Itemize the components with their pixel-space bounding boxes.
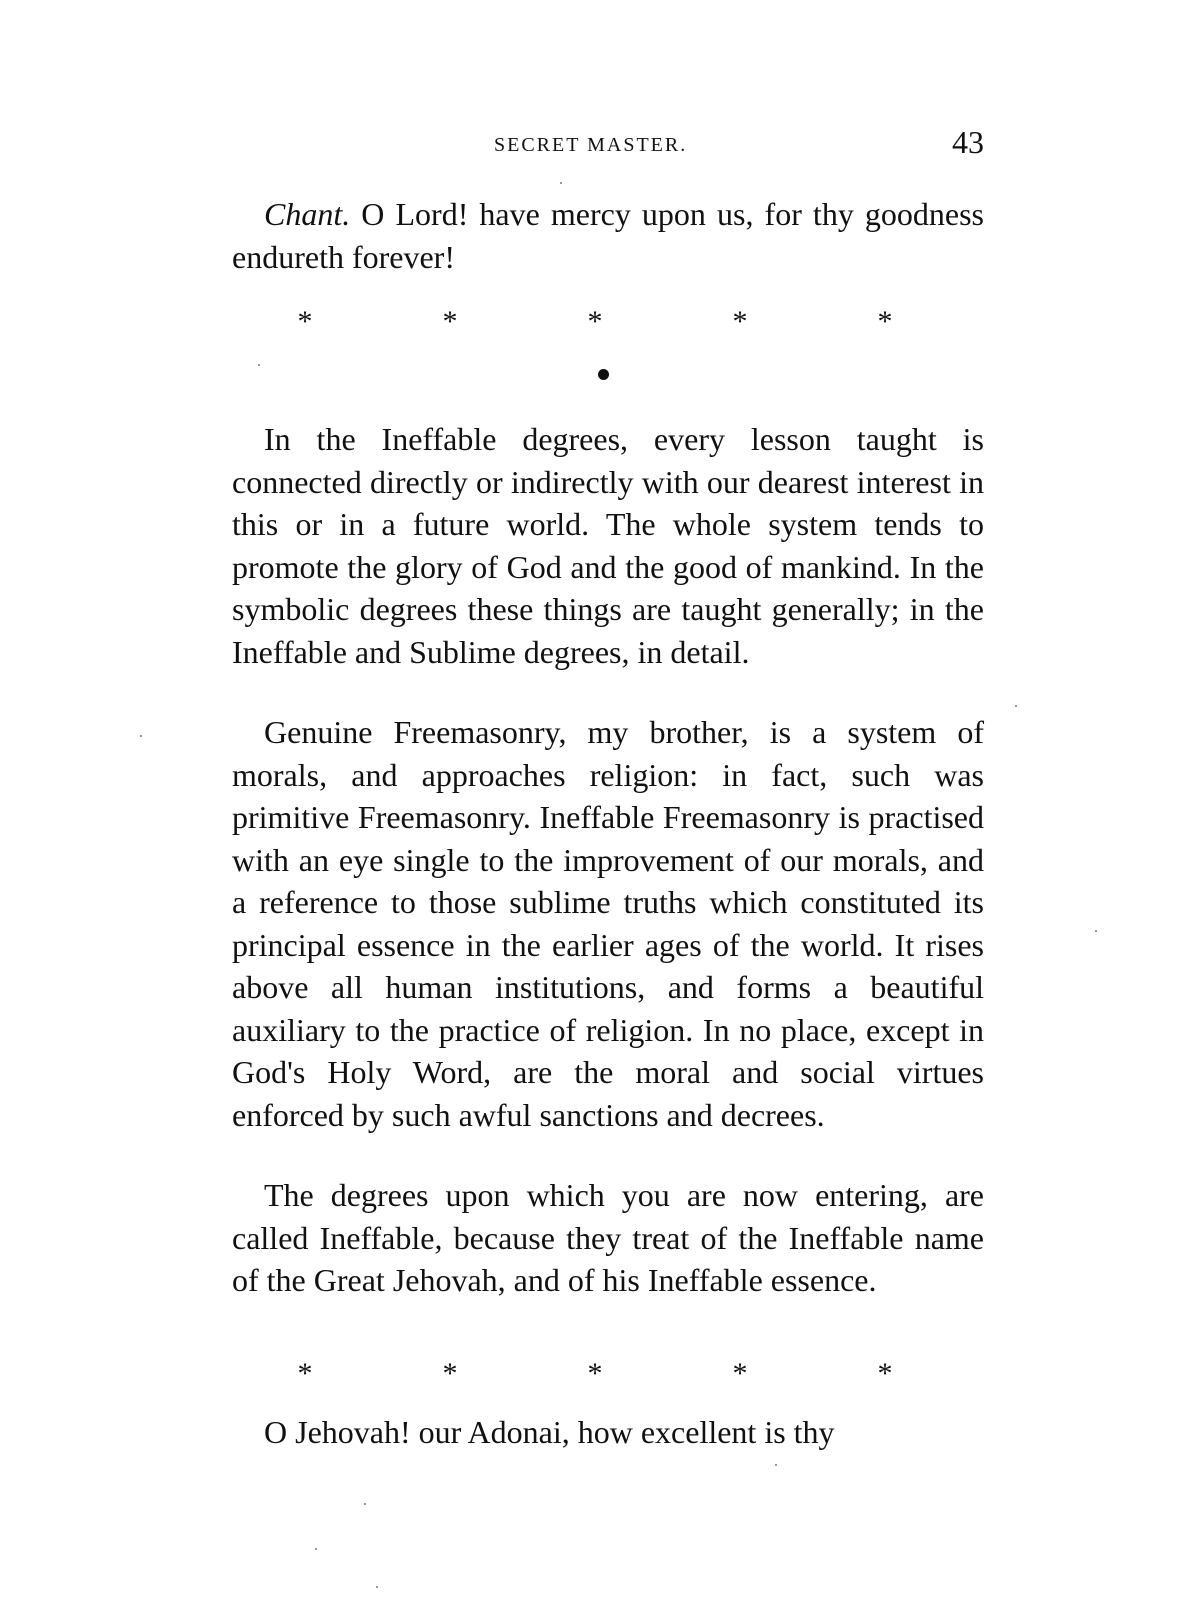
paper-speck	[315, 1548, 317, 1550]
chant-text: O Lord! have mercy upon us, for thy goodness endureth forever!	[232, 196, 984, 275]
chant-paragraph	[232, 193, 984, 278]
paragraph-genuine-freemasonry: Genuine Freemasonry, my brother, is a system of morals, and approaches religion: in fact, such was primitive Freemasonry. Ineffable Freemasonry is practised with an eye single to the improvement of our morals, and a reference to those sublime truths which constituted its principal essence in the earlier ages of the world. It rises above all human institutions, and forms a beautiful auxiliary to the practice of religion. In no place, except in God's Holy Word, are the moral and social virtues enforced by such awful sanctions and decrees.	[232, 714, 984, 1133]
paper-speck	[376, 1586, 378, 1588]
ink-dot	[598, 369, 609, 380]
asterisk: *	[442, 305, 458, 338]
chant-label: Chant.	[264, 196, 351, 232]
asterisk: *	[297, 1357, 313, 1390]
paper-speck	[1095, 930, 1097, 932]
asterisk-separator	[290, 1359, 900, 1389]
paper-speck	[560, 182, 562, 184]
paragraph-ineffable-degrees: In the Ineffable degrees, every lesson taught is connected directly or indirectly with our dearest interest in this or in a future world. The whole system tends to promote the glory of God and the good of mankind. In the symbolic degrees these things are taught generally; in the Ineffable and Sublime degrees, in detail.	[232, 421, 984, 670]
paper-speck	[1015, 705, 1017, 707]
asterisk: *	[732, 305, 748, 338]
asterisk: *	[732, 1357, 748, 1390]
asterisk: *	[442, 1357, 458, 1390]
asterisk: *	[587, 305, 603, 338]
asterisk: *	[297, 305, 313, 338]
running-title: SECRET MASTER.	[494, 134, 688, 156]
asterisk: *	[877, 305, 893, 338]
page-number: 43	[952, 124, 984, 160]
asterisk-separator	[290, 307, 900, 337]
asterisk: *	[587, 1357, 603, 1390]
paper-speck	[258, 364, 260, 366]
paper-speck	[140, 735, 142, 737]
paper-speck	[775, 1464, 777, 1466]
asterisk: *	[877, 1357, 893, 1390]
running-head	[232, 124, 984, 164]
paper-speck	[364, 1503, 366, 1505]
paragraph-o-jehovah: O Jehovah! our Adonai, how excellent is thy	[264, 1414, 835, 1450]
paragraph-degrees-entering: The degrees upon which you are now entering, are called Ineffable, because they treat of the Ineffable name of the Great Jehovah, and of his Ineffable essence.	[232, 1177, 984, 1298]
